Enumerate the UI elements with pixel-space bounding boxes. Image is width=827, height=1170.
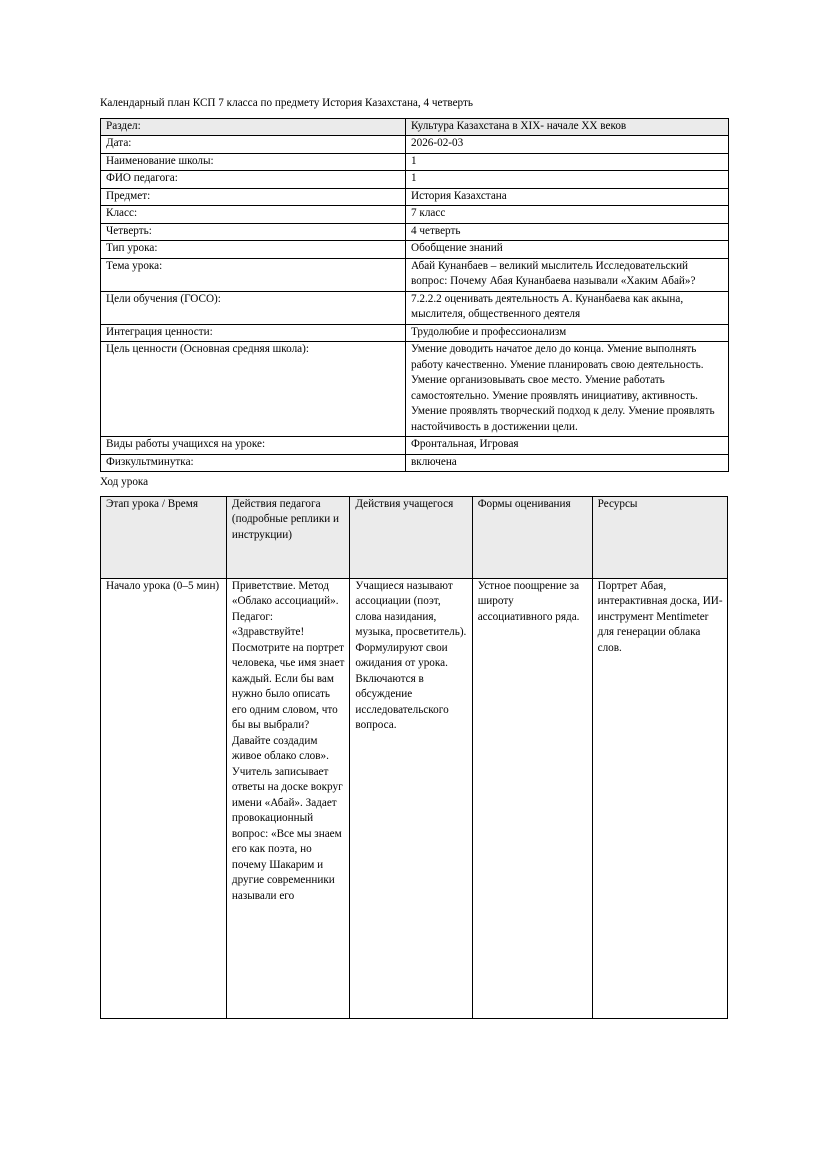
- info-row-value: 7 класс: [406, 206, 729, 224]
- info-row-value: Трудолюбие и профессионализм: [406, 324, 729, 342]
- lesson-flow-heading: Ход урока: [100, 476, 149, 488]
- flow-column-header: Ресурсы: [592, 496, 727, 578]
- lesson-flow-table-head: [101, 496, 728, 578]
- flow-assessment-cell: Устное поощрение за широту ассоциативного ряда.: [472, 578, 592, 1018]
- info-row-label: Виды работы учащихся на уроке:: [101, 437, 406, 455]
- page-title: Календарный план КСП 7 класса по предмету История Казахстана, 4 четверть: [100, 97, 473, 109]
- table-row: [101, 578, 728, 1018]
- flow-resources-cell: Портрет Абая, интерактивная доска, ИИ-инструмент Mentimeter для генерации облака слов.: [592, 578, 727, 1018]
- lesson-info-table-body: [101, 118, 729, 472]
- flow-teacher-actions-cell: Приветствие. Метод «Облако ассоциаций». Педагог: «Здравствуйте! Посмотрите на портрет человека, чье имя знает каждый. Если бы вам нужно было описать его одним словом, что бы вы выбрали? Давайте создадим живое облако слов». Учитель записывает ответы на доске вокруг имени «Абай». Задает провокационный вопрос: «Все мы знаем его как поэта, но почему Шакарим и другие современники называли его: [226, 578, 350, 1018]
- info-row-label: ФИО педагога:: [101, 171, 406, 189]
- info-row-value: История Казахстана: [406, 188, 729, 206]
- info-row-value: 2026-02-03: [406, 136, 729, 154]
- info-row-value: Абай Кунанбаев – великий мыслитель Исследовательский вопрос: Почему Абая Кунанбаева называли «Хаким Абай»?: [406, 258, 729, 291]
- info-row-label: Класс:: [101, 206, 406, 224]
- table-row: [101, 171, 729, 189]
- document-content: [100, 96, 728, 1019]
- flow-stage-cell: Начало урока (0–5 мин): [101, 578, 227, 1018]
- table-row: [101, 437, 729, 455]
- table-row: [101, 342, 729, 437]
- info-row-label: Дата:: [101, 136, 406, 154]
- info-row-label: Тип урока:: [101, 241, 406, 259]
- table-row: [101, 118, 729, 136]
- info-row-value: 4 четверть: [406, 223, 729, 241]
- table-row: [101, 258, 729, 291]
- info-row-label: Тема урока:: [101, 258, 406, 291]
- table-row: [101, 324, 729, 342]
- flow-column-header: Этап урока / Время: [101, 496, 227, 578]
- flow-column-header: Формы оценивания: [472, 496, 592, 578]
- flow-column-header: Действия учащегося: [350, 496, 472, 578]
- info-row-value: 7.2.2.2 оценивать деятельность А. Кунанбаева как акына, мыслителя, общественного деятеля: [406, 291, 729, 324]
- info-row-label: Предмет:: [101, 188, 406, 206]
- info-row-value: Умение доводить начатое дело до конца. Умение выполнять работу качественно. Умение планировать свою деятельность. Умение организовывать свое место. Умение работать самостоятельно. Умение проявлять инициативу, активность. Умение проявлять творческий подход к делу. Умение проявлять настойчивость в достижении цели.: [406, 342, 729, 437]
- lesson-info-table: [100, 118, 729, 473]
- info-row-value: 1: [406, 153, 729, 171]
- info-row-value: включена: [406, 454, 729, 472]
- info-row-value: Обобщение знаний: [406, 241, 729, 259]
- flow-column-header: Действия педагога (подробные реплики и инструкции): [226, 496, 350, 578]
- info-row-label: Цель ценности (Основная средняя школа):: [101, 342, 406, 437]
- info-row-label: Наименование школы:: [101, 153, 406, 171]
- info-row-value: 1: [406, 171, 729, 189]
- info-row-label: Цели обучения (ГОСО):: [101, 291, 406, 324]
- table-row: [101, 291, 729, 324]
- table-row: [101, 188, 729, 206]
- table-row: [101, 241, 729, 259]
- table-row: [101, 153, 729, 171]
- info-row-value: Фронтальная, Игровая: [406, 437, 729, 455]
- table-row: [101, 206, 729, 224]
- table-row: [101, 223, 729, 241]
- info-row-label: Физкультминутка:: [101, 454, 406, 472]
- info-row-label: Раздел:: [101, 118, 406, 136]
- lesson-flow-table: [100, 496, 728, 1019]
- table-row: [101, 136, 729, 154]
- table-header-row: [101, 496, 728, 578]
- lesson-flow-table-body: [101, 578, 728, 1018]
- info-row-label: Интеграция ценности:: [101, 324, 406, 342]
- flow-student-actions-cell: Учащиеся называют ассоциации (поэт, слова назидания, музыка, просветитель). Формулируют свои ожидания от урока. Включаются в обсуждение исследовательского вопроса.: [350, 578, 472, 1018]
- info-row-value: Культура Казахстана в XIX- начале XX веков: [406, 118, 729, 136]
- info-row-label: Четверть:: [101, 223, 406, 241]
- table-row: [101, 454, 729, 472]
